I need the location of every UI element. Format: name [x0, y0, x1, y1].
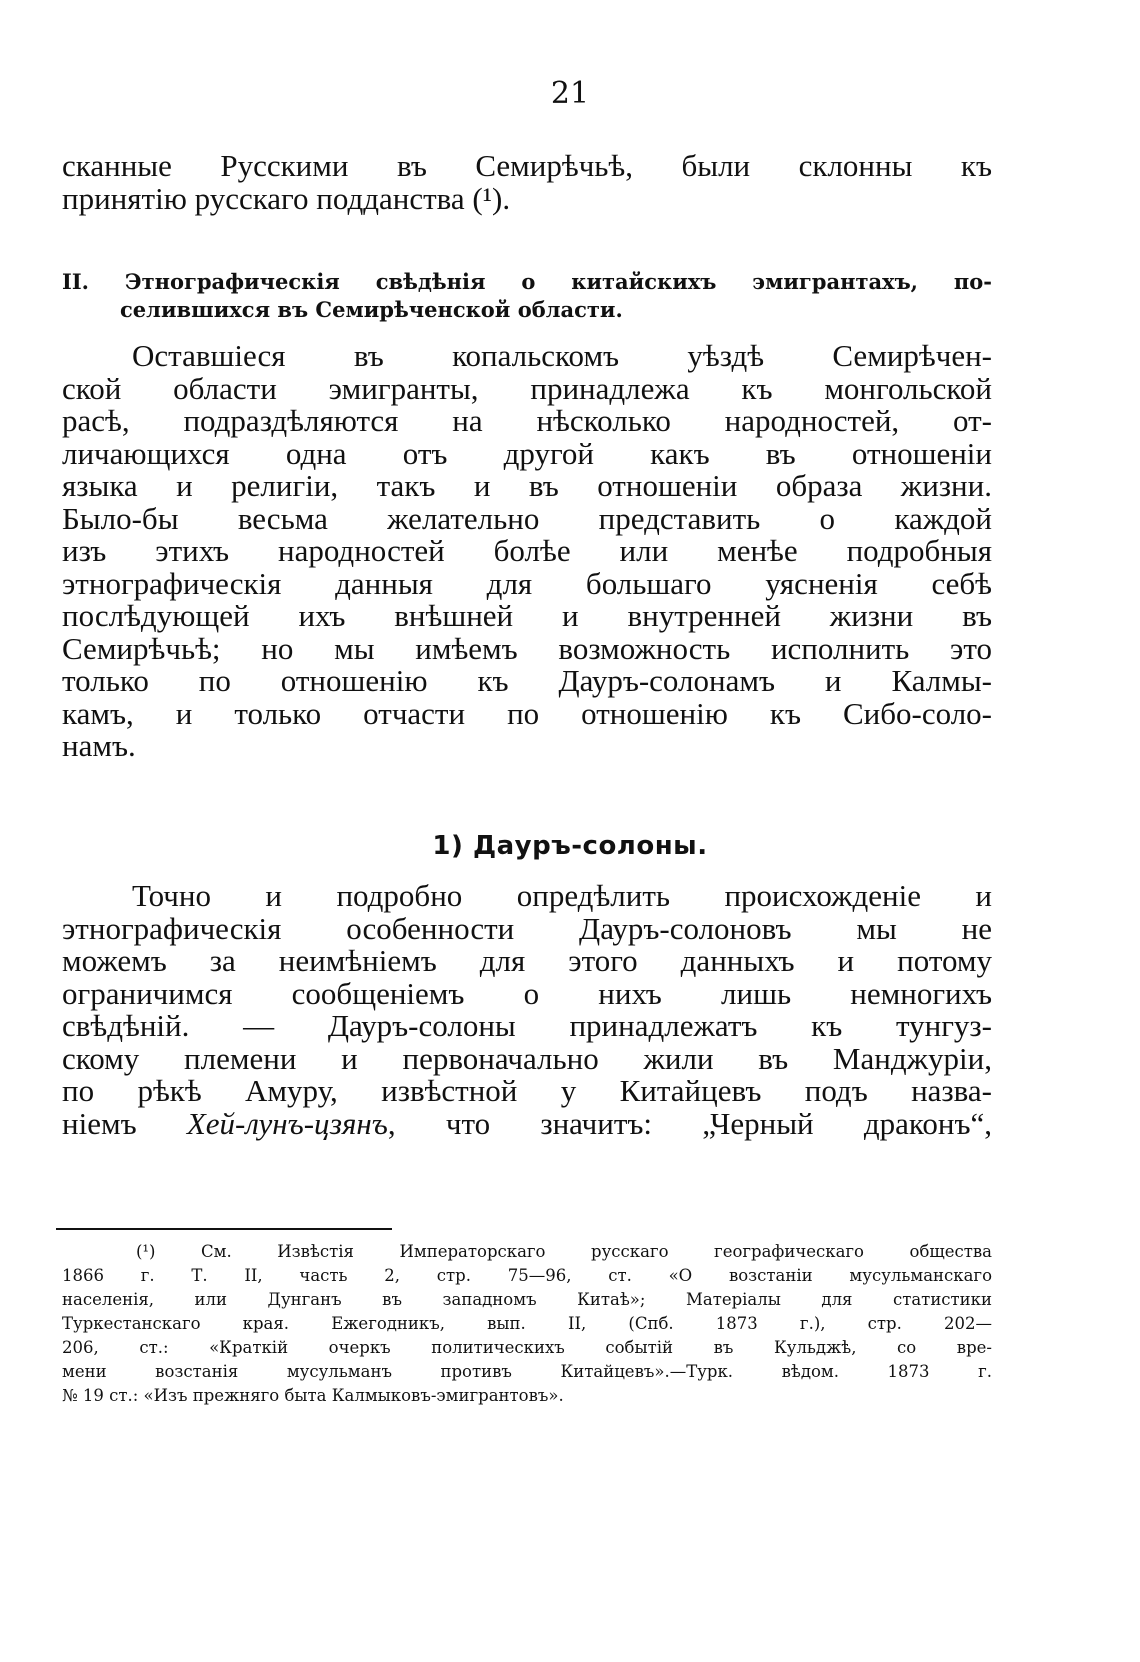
text-line: Семирѣчьѣ; но мы имѣемъ возможность исполнить это [62, 630, 992, 666]
italic-term: Хей-лунъ-цзянъ [186, 1105, 388, 1141]
footnote-line: населенія, или Дунганъ въ западномъ Китаѣ»; Матеріалы для статистики [62, 1290, 992, 1309]
text-line: послѣдующей ихъ внѣшней и внутренней жизни въ [62, 598, 992, 633]
text-segment: ніемъ [62, 1105, 187, 1141]
section-heading-line: II. Этнографическія свѣдѣнія о китайскихъ эмигрантахъ, по- [62, 269, 992, 294]
page-number: 21 [550, 76, 590, 111]
section-heading [62, 268, 992, 324]
text-line: можемъ за неимѣніемъ для этого данныхъ и потому [62, 943, 992, 978]
text-line: скому племени и первоначально жили въ Манджуріи, [62, 1040, 992, 1076]
text-line: сканные Русскими въ Семирѣчьѣ, были склонны къ [62, 148, 992, 183]
footnote-line: мени возстанія мусульманъ противъ Китайцевъ».—Турк. вѣдом. 1873 г. [62, 1362, 992, 1381]
text-line: расѣ, подраздѣляются на нѣсколько народностей, от- [62, 403, 992, 438]
text-line: Точно и подробно опредѣлить происхожденіе и [132, 878, 992, 913]
text-line: камъ, и только отчасти по отношенію къ Сибо-соло- [62, 695, 992, 731]
text-line: свѣдѣній. — Дауръ-солоны принадлежатъ къ тунгуз- [62, 1008, 992, 1043]
intro-paragraph [62, 150, 992, 215]
text-line: Было-бы весьма желательно представить о каждой [62, 500, 992, 536]
footnote-line: № 19 ст.: «Изъ прежняго быта Калмыковъ-эмигрантовъ». [62, 1386, 564, 1405]
text-line: изъ этихъ народностей болѣе или менѣе подробныя [62, 533, 992, 568]
text-line: ограничимся сообщеніемъ о нихъ лишь немногихъ [62, 975, 992, 1011]
footnote [62, 1240, 992, 1408]
text-line: языка и религіи, такъ и въ отношеніи образа жизни. [62, 468, 992, 503]
text-line: Оставшіеся въ копальскомъ уѣздѣ Семирѣчен- [132, 338, 992, 373]
text-line: личающихся одна отъ другой какъ въ отношеніи [62, 435, 992, 471]
footnote-divider [56, 1228, 392, 1230]
footnote-line: (¹) См. Извѣстія Императорскаго русскаго географическаго общества [136, 1242, 992, 1261]
text-line: ской области эмигранты, принадлежа къ монгольской [62, 370, 992, 406]
text-line: только по отношенію къ Дауръ-солонамъ и Калмы- [62, 663, 992, 698]
footnote-line: Туркестанскаго края. Ежегодникъ, вып. II, (Спб. 1873 г.), стр. 202— [62, 1314, 992, 1333]
subsection-title: 1) Дауръ-солоны. [432, 831, 708, 861]
footnote-line: 1866 г. Т. II, часть 2, стр. 75—96, ст. «О возстаніи мусульманскаго [62, 1266, 992, 1285]
ethnography-paragraph [62, 340, 992, 763]
text-segment: , что значитъ: „Черный драконъ“, [387, 1105, 992, 1141]
footnote-line: 206, ст.: «Краткій очеркъ политическихъ событій въ Кульджѣ, со вре- [62, 1338, 992, 1357]
text-line [62, 1105, 992, 1141]
text-line: намъ. [62, 728, 136, 763]
text-line: принятію русскаго подданства (¹). [62, 180, 511, 216]
text-line: этнографическія особенности Дауръ-солоновъ мы не [62, 910, 992, 946]
text-line: по рѣкѣ Амуру, извѣстной у Китайцевъ подъ назва- [62, 1073, 992, 1108]
text-line: этнографическія данныя для большаго уясненія себѣ [62, 565, 992, 601]
daur-paragraph [62, 880, 992, 1140]
section-heading-line: селившихся въ Семирѣченской области. [120, 297, 623, 322]
